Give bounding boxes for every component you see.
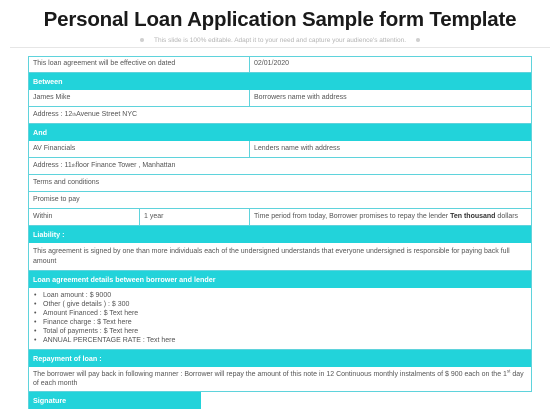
list-item: • Other ( give details ) : $ 300 (43, 300, 175, 309)
repayment-header: Repayment of loan : (28, 350, 532, 367)
liability-header: Liability : (28, 226, 532, 243)
list-item: • Amount Financed : $ Text here (43, 309, 175, 318)
borrower-name-hint: Borrowers name with address (249, 90, 531, 106)
list-item: • Total of payments : $ Text here (43, 327, 175, 336)
list-item: • Loan amount : $ 9000 (43, 291, 175, 300)
bullet-dot-icon (416, 38, 420, 42)
borrower-row (28, 90, 532, 107)
subtitle-row (0, 34, 560, 46)
details-row (28, 288, 532, 350)
lender-address: Address : 11 th floor Finance Tower , Manhattan (33, 161, 176, 169)
borrower-address: Address : 12 th Avenue Street NYC (33, 110, 138, 118)
lender-name-hint: Lenders name with address (249, 141, 531, 157)
liability-row (28, 243, 532, 271)
lender-name: AV Financials (33, 144, 76, 152)
effective-date-label: This loan agreement will be effective on dated (33, 60, 176, 68)
repayment-row (28, 367, 532, 392)
signature-header: Signature (28, 392, 201, 409)
repayment-text: The borrower will pay back in following manner : Borrower will repay the amount of this note in 12 Continuous monthly instalments of $ 900 each on the 1st day of each month (33, 368, 524, 387)
and-header: And (28, 124, 532, 141)
within-description: Time period from today, Borrower promises to repay the lender Ten thousand dollars (249, 209, 531, 225)
within-value: 1 year (139, 209, 249, 225)
promise-label: Promise to pay (33, 195, 80, 203)
bullet-dot-icon (140, 38, 144, 42)
effective-date-row (28, 56, 532, 73)
loan-form (28, 56, 532, 409)
page-title: Personal Loan Application Sample form Template (43, 8, 517, 31)
within-row (28, 209, 532, 226)
list-item: • ANNUAL PERCENTAGE RATE : Text here (43, 336, 175, 345)
details-list (29, 288, 179, 349)
lender-row (28, 141, 532, 158)
liability-text: This agreement is signed by one than more individuals each of the undersigned understands that everyone undersigned is responsible for paying back full amount (33, 248, 510, 265)
borrower-address-row (28, 107, 532, 124)
list-item: • Finance charge : $ Text here (43, 318, 175, 327)
promise-row (28, 192, 532, 209)
page-subtitle: This slide is 100% editable. Adapt it to your need and capture your audience's attention. (153, 36, 406, 44)
terms-label: Terms and conditions (33, 178, 100, 186)
terms-row (28, 175, 532, 192)
borrower-name: James Mike (33, 93, 71, 101)
within-label: Within (33, 212, 53, 220)
lender-address-row (28, 158, 532, 175)
details-header: Loan agreement details between borrower and lender (28, 271, 532, 288)
title-divider (10, 47, 550, 48)
between-header: Between (28, 73, 532, 90)
effective-date-value: 02/01/2020 (249, 57, 531, 72)
